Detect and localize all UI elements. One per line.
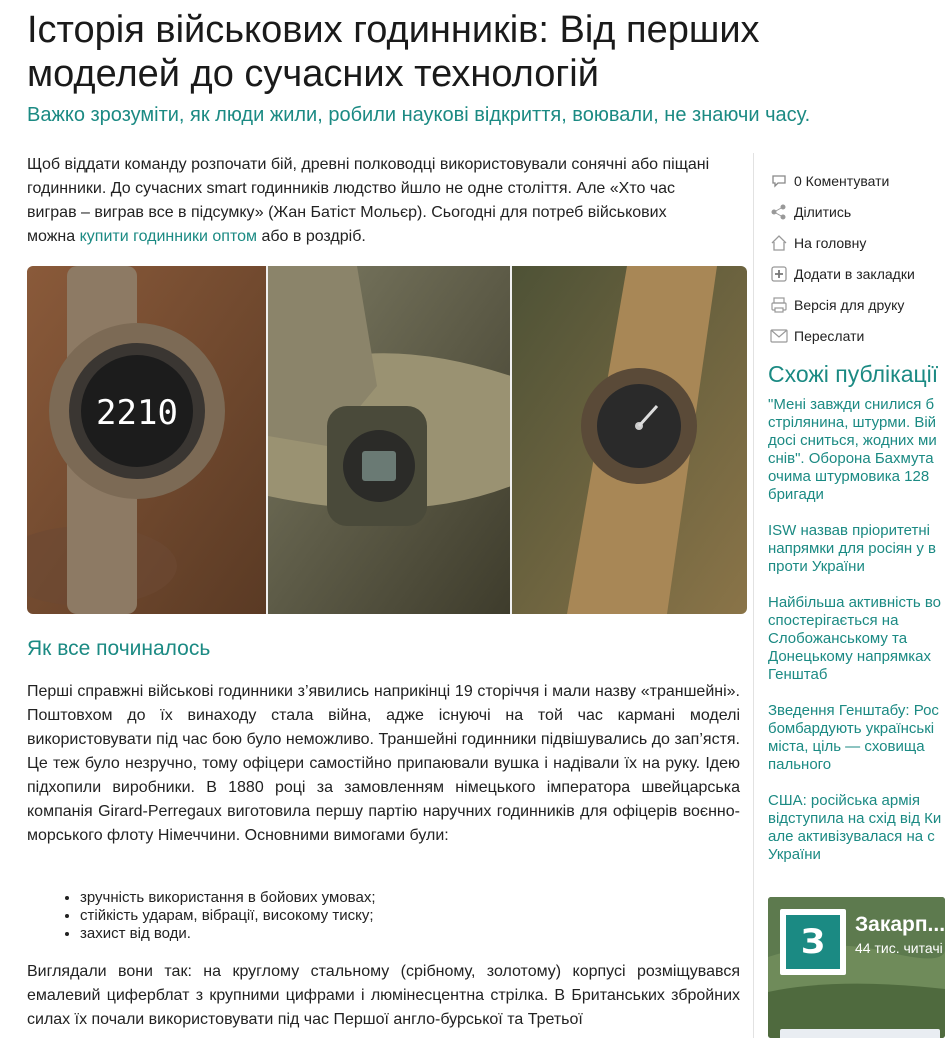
article-title: Історія військових годинників: Від перших моделей до сучасних технологій: [27, 9, 760, 95]
watches-collage: [27, 266, 747, 614]
article-paragraph: Виглядали вони так: на круглому стальному (срібному, золотому) корпусі розміщувався емалевий циферблат з крупними цифрами і люмінесцентна стрілка. В Британських збройних силах їх почали використовувати під час Першої англо-бурської та Третьої: [27, 963, 740, 1028]
publication-line: напрямки для росіян у в: [768, 540, 936, 557]
tool-label: Додати в закладки: [794, 265, 915, 282]
article-tools: [768, 165, 915, 351]
intro-text: Щоб віддати команду розпочати бій, древні полководці використовували сонячні або піщані годинники. До сучасних smart годинників людство йшло не одне століття. Але «Хто час виграв – виграв все в підсумку» (Жан Батіст Мольєр). Сьогодні для потреб військових можна: [27, 156, 710, 245]
list-item: • зручність використання в бойових умовах;: [80, 889, 375, 907]
comment-button[interactable]: [768, 165, 915, 196]
publication-link[interactable]: [768, 792, 945, 864]
print-button[interactable]: [768, 289, 915, 320]
tool-label: 0 Коментувати: [794, 172, 890, 189]
publication-line: Зведення Генштабу: Рос: [768, 702, 939, 719]
publication-line: пального: [768, 756, 832, 773]
publication-line: України: [768, 846, 821, 863]
publication-line: "Мені завжди снилися б: [768, 396, 935, 413]
comment-icon: [768, 170, 790, 192]
similar-publications-title: Схожі публікації: [768, 361, 939, 387]
article-intro: [27, 153, 717, 249]
list-item: • захист від води.: [80, 925, 375, 943]
publication-line: снів". Оборона Бахмута: [768, 450, 934, 467]
page-name[interactable]: Закарп...: [855, 913, 945, 936]
share-button[interactable]: [768, 196, 915, 227]
publication-line: бомбардують українські: [768, 720, 935, 737]
bookmark-button[interactable]: [768, 258, 915, 289]
publication-line: але активізувалася на с: [768, 828, 935, 845]
publication-link[interactable]: [768, 522, 945, 576]
publication-line: Донецькому напрямках: [768, 648, 932, 665]
publication-line: ISW назвав пріоритетні: [768, 522, 931, 539]
publication-line: бригади: [768, 486, 824, 503]
requirements-list: [80, 889, 375, 943]
publication-line: спостерігається на: [768, 612, 899, 629]
publication-line: очима штурмовика 128: [768, 468, 930, 485]
publication-link[interactable]: [768, 594, 945, 684]
publication-line: Слобожанському та: [768, 630, 908, 647]
tool-label: На головну: [794, 234, 867, 251]
publication-line: стрілянина, штурми. Вій: [768, 414, 937, 431]
followers-count: 44 тис. читачі: [855, 940, 943, 956]
share-icon: [768, 201, 790, 223]
publication-line: міста, ціль — сховища: [768, 738, 925, 755]
buy-watches-link[interactable]: купити годинники оптом: [79, 228, 258, 245]
tool-label: Ділитись: [794, 203, 852, 220]
publication-line: США: російська армія: [768, 792, 920, 809]
publication-line: досі сниться, жодних ми: [768, 432, 937, 449]
publication-line: Найбільша активність во: [768, 594, 941, 611]
page-logo: [780, 909, 846, 975]
publication-link[interactable]: [768, 702, 945, 774]
publication-line: Генштаб: [768, 666, 828, 683]
facebook-page-widget[interactable]: [768, 897, 945, 1038]
tool-label: Переслати: [794, 327, 865, 344]
logo-emblem-icon: З: [786, 915, 840, 969]
home-button[interactable]: [768, 227, 915, 258]
similar-publications-list: [768, 396, 945, 882]
widget-action-bar[interactable]: [780, 1029, 940, 1038]
watch-time-display: 2210: [96, 393, 178, 433]
section-heading: Як все починалось: [27, 637, 211, 660]
forward-button[interactable]: [768, 320, 915, 351]
tool-label: Версія для друку: [794, 296, 905, 313]
publication-line: проти України: [768, 558, 865, 575]
article-subtitle: Важко зрозуміти, як люди жили, робили наукові відкриття, воювали, не знаючи часу.: [27, 104, 811, 126]
article-photo: [27, 266, 747, 614]
intro-text-end: або в роздріб.: [257, 228, 366, 245]
list-item: • стійкість ударам, вібрації, високому тиску;: [80, 907, 375, 925]
bookmark-icon: [768, 263, 790, 285]
publication-link[interactable]: [768, 396, 945, 504]
publication-line: відступила на схід від Ки: [768, 810, 942, 827]
article-paragraph: Перші справжні військові годинники з’явились наприкінці 19 сторіччя і мали назву «траншейні». Поштовхом до їх винаходу стала війна, адже існуючі на той час кармані моделі використовувати під час бою було неможливо. Траншейні годинники підвішувались до зап’ястя. Це теж було незручно, тому офіцери самостійно припаювали вушка і надівали їх на руку. Ідею підхопили виробники. В 1880 році за замовленням німецького імператора швейцарська компанія Girard-Perregaux виготовила першу партію наручних годинників для офіцерів воєнно-морського флоту Німеччини. Основними вимогами були:: [27, 683, 740, 844]
home-icon: [768, 232, 790, 254]
print-icon: [768, 294, 790, 316]
mail-icon: [768, 325, 790, 347]
